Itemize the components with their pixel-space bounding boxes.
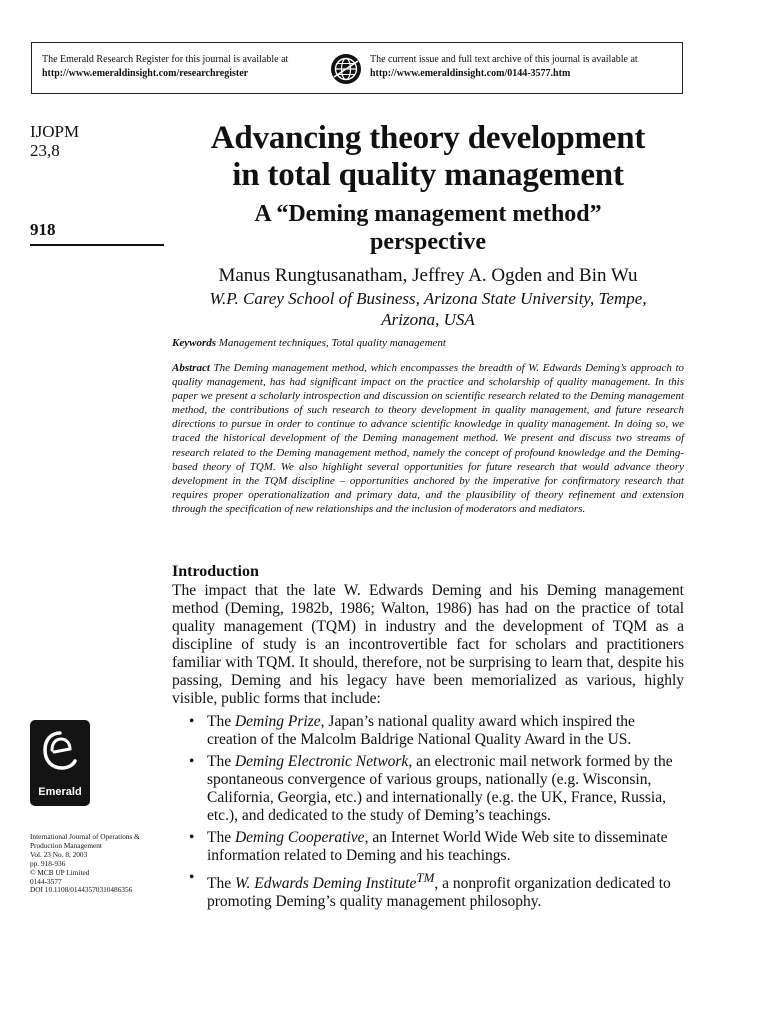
full-text-archive-notice (370, 53, 638, 81)
meta-line: Vol. 23 No. 8, 2003 (30, 849, 88, 859)
abstract-text: The Deming management method, which encompasses the breadth of W. Edwards Deming’s approach to quality management, has had significant impact on the practice and scholarship of quality management. In this paper we present a scholarly introspection and discussion on scientific research related to the Deming management method, the contributions of such research to theory development in quality management, and future research directions to pursue in order to continue to advance scientific knowledge in quality management. In doing so, we traced the historical development of the Deming management method. We present and discuss two streams of research related to the Deming management method, namely the concept of profound knowledge and the Deming-based theory of TQM. We also highlight several opportunities for future research that would advance theory development in the TQM discipline – opportunities anchored by the imperative for confirmatory research that requires proper operationalization and primary data, and the plausibility of theory refinement and extension through the specification of new relationships and the inclusion of moderators and mediators. (172, 362, 684, 515)
research-register-notice (42, 53, 288, 81)
article-subtitle-line1: A “Deming management method” (254, 201, 602, 227)
page-number: 918 (30, 220, 56, 239)
bullet-icon: • (189, 753, 195, 770)
section-heading-introduction: Introduction (172, 563, 259, 580)
bullet-icon: • (189, 713, 195, 730)
affiliation-line2: Arizona, USA (381, 310, 475, 329)
article-subtitle (172, 200, 684, 256)
trademark-mark: TM (416, 870, 435, 885)
article-title-line1: Advancing theory development (210, 120, 646, 156)
keywords-text: Management techniques, Total quality management (218, 337, 446, 349)
list-item: • The W. Edwards Deming Institute™, a nonprofit organization dedicated to promoting Deming’s quality management philosophy. (189, 869, 671, 911)
keywords-label: Keywords (172, 337, 216, 349)
research-register-text: The Emerald Research Register for this journal is available at (42, 54, 289, 65)
article-title-line2: in total quality management (232, 157, 624, 193)
bullet-icon: • (189, 869, 195, 886)
globe-icon (330, 53, 362, 85)
meta-line: 0144-3577 (30, 876, 62, 886)
article-subtitle-line2: perspective (370, 229, 486, 255)
publication-meta (30, 833, 170, 895)
meta-line: © MCB UP Limited (30, 867, 90, 877)
keywords (172, 337, 684, 349)
affiliation-line1: W.P. Carey School of Business, Arizona State University, Tempe, (209, 289, 647, 308)
journal-abbrev: IJOPM (30, 122, 80, 141)
meta-line: DOI 10.1108/01443570310486356 (30, 885, 133, 895)
header-box (31, 42, 683, 94)
list-item: • The Deming Prize, Japan’s national quality award which inspired the creation of the Malcolm Baldrige National Quality Award in the US. (189, 713, 635, 748)
list-item: • The Deming Electronic Network, an electronic mail network formed by the spontaneous convergence of various groups, nationally (e.g. Wisconsin, California, Georgia, etc.) and internationally (e.g. the UK, France, Russia, etc.), and dedicated to the study of Deming’s teachings. (189, 753, 673, 824)
page-number-rule (30, 244, 164, 246)
full-text-archive-link[interactable]: http://www.emeraldinsight.com/0144-3577.htm (370, 68, 571, 79)
list-item: • The Deming Cooperative, an Internet World Wide Web site to disseminate information related to Deming and his teachings. (189, 829, 668, 864)
article-title (172, 120, 684, 194)
list-item-emphasis: Deming Cooperative (234, 829, 365, 846)
meta-line: International Journal of Operations & (30, 832, 140, 841)
list-item-emphasis: Deming Electronic Network (234, 753, 409, 770)
journal-id (30, 122, 79, 160)
research-register-link[interactable]: http://www.emeraldinsight.com/researchregister (42, 68, 249, 79)
abstract-label: Abstract (172, 362, 210, 374)
emerald-logo-icon (40, 728, 80, 782)
list-item-emphasis: W. Edwards Deming Institute (234, 875, 417, 893)
emerald-logo (30, 720, 90, 806)
abstract (172, 361, 684, 516)
affiliation (172, 288, 684, 330)
emerald-logo-text: Emerald (38, 786, 82, 798)
meta-line: Production Management (30, 840, 102, 850)
journal-volume: 23,8 (30, 141, 60, 160)
meta-line: pp. 918-936 (30, 858, 66, 868)
bullet-icon: • (189, 829, 195, 846)
legacy-list (172, 713, 684, 915)
introduction-paragraph: The impact that the late W. Edwards Deming and his Deming management method (Deming, 1982b, 1986; Walton, 1986) has had on the practice of total quality management (TQM) in industry and the development of TQM as a discipline of study is an incontrovertible fact for scholars and practitioners familiar with TQM. It should, therefore, not be surprising to learn that, despite his passing, Deming and his legacy have been memorialized as various, highly visible, public forms that include: (172, 582, 684, 707)
full-text-archive-text: The current issue and full text archive of this journal is available at (370, 54, 638, 65)
authors: Manus Rungtusanatham, Jeffrey A. Ogden and Bin Wu (218, 265, 638, 286)
list-item-emphasis: Deming Prize (234, 713, 321, 730)
